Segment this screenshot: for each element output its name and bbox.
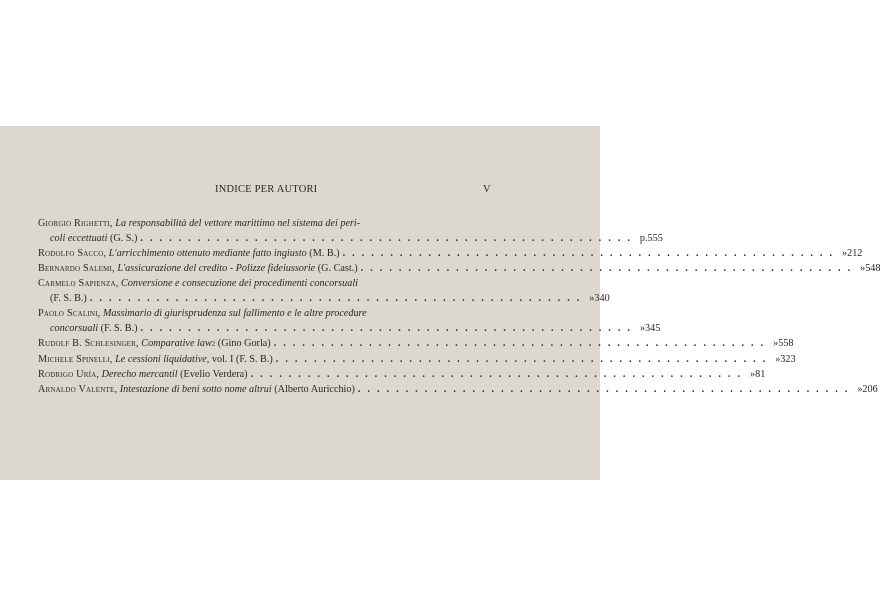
author-index-list <box>38 216 880 397</box>
entry-page: 212 <box>847 248 863 259</box>
entry-author: Arnaldo Valente, <box>38 384 118 395</box>
leader-dots: .................................................... <box>250 369 747 380</box>
entry-page: 340 <box>594 293 610 304</box>
entry-title: Comparative law <box>141 338 212 349</box>
entry-author: Rudolf B. Schlesinger, <box>38 338 139 349</box>
entry-author: Rodolfo Sacco, <box>38 248 107 259</box>
leader-dots: .................................................... <box>140 323 637 334</box>
leader-dots: .................................................... <box>273 338 771 349</box>
entry-title: La responsabilità del vettore marittimo nel sistema dei peri- <box>115 218 361 229</box>
entry-page-prefix: » <box>750 369 756 380</box>
entry-title: L'assicurazione del credito - Polizze fideiussorie <box>117 263 316 274</box>
entry-page-prefix: » <box>773 338 779 349</box>
entry-reviewer: (G. Cast.) <box>317 263 358 274</box>
entry-page: 558 <box>778 338 794 349</box>
entry-page-prefix: » <box>639 323 646 334</box>
leader-dots: .................................................... <box>140 233 637 244</box>
entry-title: Le cessioni liquidative <box>115 354 207 365</box>
entry-edition: 2 <box>211 340 216 348</box>
entry-title: Derecho mercantil <box>101 369 178 380</box>
entry-page-prefix: » <box>857 384 863 395</box>
entry-page: 548 <box>865 263 880 274</box>
entry-title: Intestazione di beni sotto nome altrui <box>119 384 272 395</box>
index-entry-spinelli <box>38 352 796 367</box>
entry-author: Giorgio Righetti, <box>38 218 113 229</box>
entry-author: Paolo Scalini, <box>38 308 101 319</box>
entry-page-prefix: » <box>589 293 595 304</box>
entry-page: 81 <box>755 369 766 380</box>
entry-reviewer: (F. S. B.) <box>100 323 138 334</box>
leader-dots: .................................................... <box>89 293 587 304</box>
leader-dots: .................................................... <box>357 384 855 395</box>
entry-page-prefix: » <box>775 354 781 365</box>
entry-title: Massimario di giurisprudenza sul fallimento e le altre procedure <box>102 308 367 319</box>
entry-page: 323 <box>780 354 796 365</box>
entry-reviewer: (Evelio Verdera) <box>180 369 248 380</box>
entry-title: L'arricchimento ottenuto mediante fatto ingiusto <box>108 248 307 259</box>
entry-reviewer: (Alberto Auricchio) <box>274 384 355 395</box>
page-number-roman: V <box>483 184 491 195</box>
leader-dots: .................................................... <box>360 263 858 274</box>
entry-title-continued: coli eccettuati <box>50 233 108 244</box>
entry-title-continued: concorsuali <box>50 323 99 334</box>
entry-page: 345 <box>645 323 661 334</box>
index-entry-sacco <box>38 246 863 261</box>
entry-page-prefix: p. <box>639 233 648 244</box>
index-entry-scalini <box>38 306 661 336</box>
entry-page-prefix: » <box>860 263 866 274</box>
index-entry-sapienza <box>38 276 610 306</box>
index-entry-salemi <box>38 261 880 276</box>
entry-page: 206 <box>862 384 878 395</box>
entry-page: 555 <box>647 233 663 244</box>
book-page <box>0 126 880 480</box>
entry-author: Bernardo Salemi, <box>38 263 115 274</box>
index-entry-valente <box>38 382 878 397</box>
index-entry-uria <box>38 367 766 382</box>
index-title: INDICE PER AUTORI <box>215 184 318 195</box>
entry-author: Michele Spinelli, <box>38 354 113 365</box>
entry-author: Rodrigo Uría, <box>38 369 100 380</box>
entry-page-prefix: » <box>842 248 848 259</box>
entry-reviewer: (G. S.) <box>109 233 138 244</box>
entry-reviewer: (F. S. B.) <box>50 293 87 304</box>
entry-reviewer: , vol. I (F. S. B.) <box>206 354 273 365</box>
entry-title: Conversione e consecuzione dei procedimenti concorsuali <box>121 278 358 289</box>
entry-reviewer: (M. B.) <box>309 248 340 259</box>
leader-dots: .................................................... <box>342 248 840 259</box>
entry-author: Carmelo Sapienza, <box>38 278 119 289</box>
leader-dots: .................................................... <box>275 354 773 365</box>
entry-reviewer: (Gino Gorla) <box>217 338 271 349</box>
index-entry-schlesinger <box>38 336 794 352</box>
index-entry-righetti <box>38 216 663 246</box>
page-header <box>0 184 600 198</box>
